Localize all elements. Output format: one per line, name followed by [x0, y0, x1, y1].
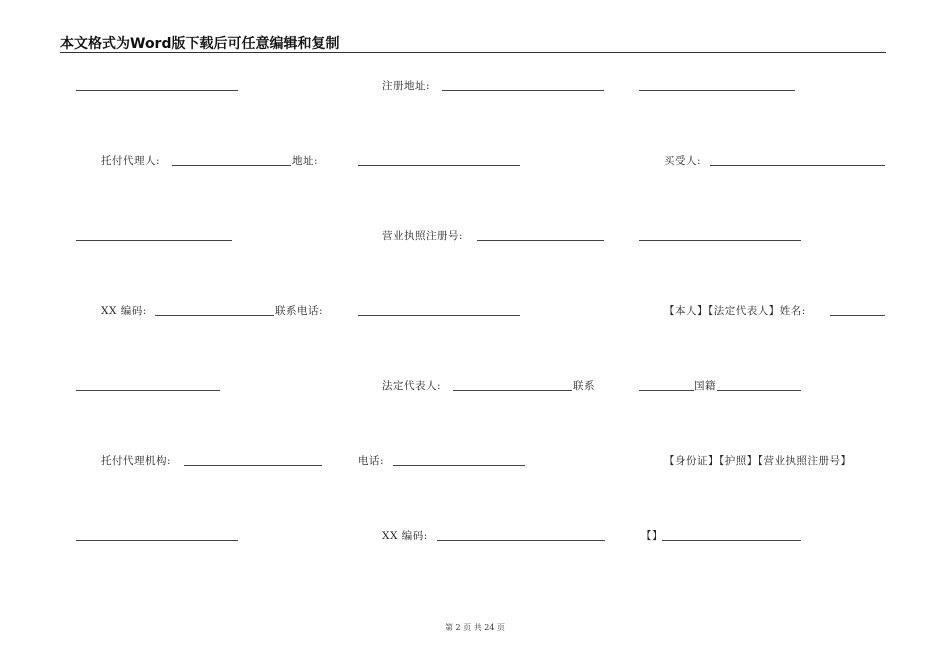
name-field[interactable] [830, 315, 885, 316]
nationality-prefix-field[interactable] [639, 390, 694, 391]
label-postal-code-2: XX 编码: [382, 530, 428, 542]
business-license-field[interactable] [477, 240, 604, 241]
legal-representative-field[interactable] [453, 390, 572, 391]
label-address: 地址: [292, 155, 319, 167]
blank-line[interactable] [76, 90, 238, 91]
address-field[interactable] [358, 165, 520, 166]
label-registered-address: 注册地址: [382, 80, 431, 92]
label-self-rep-name: 【本人】【法定代表人】姓名: [664, 305, 806, 317]
agent-organization-field[interactable] [184, 465, 322, 466]
label-agent-organization: 托付代理机构: [101, 455, 172, 467]
label-agent: 托付代理人: [101, 155, 161, 167]
page-number: 第 2 页 共 24 页 [445, 623, 505, 632]
phone-field[interactable] [393, 465, 525, 466]
header-divider [60, 52, 886, 53]
label-empty-bracket: 【】 [641, 530, 663, 542]
nationality-field[interactable] [717, 390, 801, 391]
label-postal-code: XX 编码: [101, 305, 147, 317]
label-id-types: 【身份证】【护照】【营业执照注册号】 [664, 455, 852, 467]
blank-line[interactable] [76, 240, 232, 241]
label-nationality: 国籍 [694, 380, 716, 392]
label-business-license: 营业执照注册号: [382, 230, 464, 242]
label-buyer: 买受人: [664, 155, 702, 167]
blank-line[interactable] [639, 240, 801, 241]
contact-phone-field[interactable] [358, 315, 520, 316]
blank-line[interactable] [639, 90, 795, 91]
agent-field[interactable] [172, 165, 291, 166]
postal-code-field[interactable] [155, 315, 274, 316]
label-contact-phone: 联系电话: [275, 305, 324, 317]
blank-line[interactable] [76, 390, 220, 391]
buyer-field[interactable] [710, 165, 885, 166]
blank-line[interactable] [76, 540, 238, 541]
bracket-field[interactable] [662, 540, 801, 541]
label-phone: 电话: [358, 455, 385, 467]
document-header-title: 本文格式为Word版下载后可任意编辑和复制 [60, 36, 340, 52]
registered-address-field[interactable] [442, 90, 604, 91]
postal-code-field-2[interactable] [437, 540, 605, 541]
label-legal-representative: 法定代表人: [382, 380, 442, 392]
label-contact: 联系 [573, 380, 595, 392]
